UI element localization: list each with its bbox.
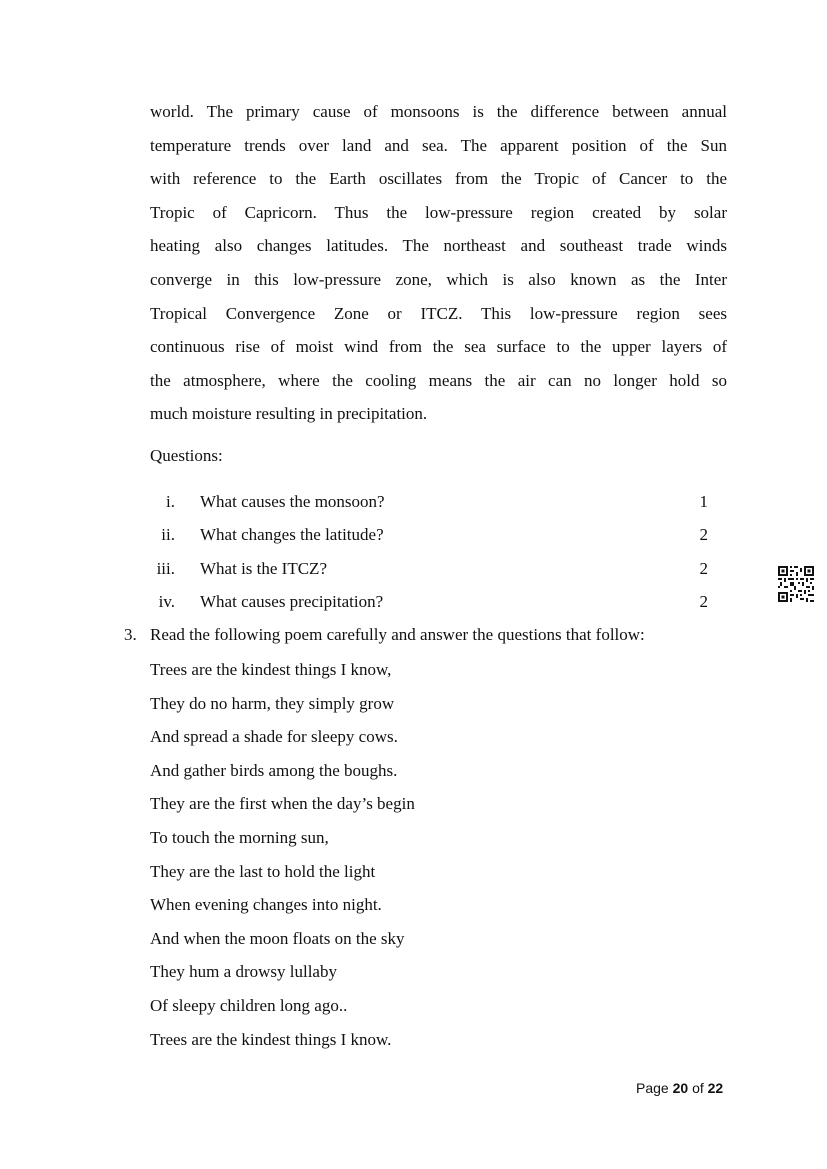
passage-line: with reference to the Earth oscillates from the Tropic of Cancer to the	[150, 169, 727, 189]
question-row	[140, 492, 720, 516]
question-number: iv.	[158, 592, 175, 611]
poem-line: Trees are the kindest things I know.	[150, 1029, 392, 1049]
question-marks: 2	[699, 525, 708, 544]
question-number: iii.	[156, 559, 175, 578]
footer-total-pages: 22	[707, 1080, 724, 1096]
poem-line: Trees are the kindest things I know,	[150, 660, 392, 679]
question-text: What causes precipitation?	[200, 592, 384, 611]
poem-line: They do no harm, they simply grow	[150, 693, 395, 713]
questions-heading: Questions:	[150, 446, 223, 465]
question-number: i.	[166, 492, 175, 511]
passage-line: much moisture resulting in precipitation.	[150, 404, 428, 424]
question-row	[140, 525, 720, 549]
question-row	[140, 592, 720, 616]
footer-of-word: of	[692, 1080, 704, 1096]
passage-line: temperature trends over land and sea. The apparent position of the Sun	[150, 135, 727, 155]
footer-current-page: 20	[672, 1080, 689, 1096]
poem-line: Of sleepy children long ago..	[150, 995, 348, 1015]
passage-line: Tropical Convergence Zone or ITCZ. This low-pressure region sees	[150, 303, 727, 323]
poem-line: They hum a drowsy lullaby	[150, 962, 337, 982]
passage-line: continuous rise of moist wind from the sea surface to the upper layers of	[150, 337, 727, 357]
question-text: What causes the monsoon?	[200, 492, 385, 511]
question-text: What is the ITCZ?	[200, 559, 327, 578]
passage-line: converge in this low-pressure zone, which is also known as the Inter	[150, 269, 727, 289]
passage	[150, 95, 727, 431]
question-marks: 1	[699, 492, 708, 511]
passage-line: Tropic of Capricorn. Thus the low-pressure region created by solar	[150, 202, 727, 222]
question-number: ii.	[161, 525, 175, 544]
page-footer	[636, 1080, 723, 1096]
question-text: What changes the latitude?	[200, 525, 384, 544]
passage-line: the atmosphere, where the cooling means the air can no longer hold so	[150, 370, 727, 390]
passage-line: world. The primary cause of monsoons is the difference between annual	[150, 102, 727, 121]
passage-line: heating also changes latitudes. The northeast and southeast trade winds	[150, 236, 727, 256]
qr-code-icon	[777, 565, 815, 603]
question-marks: 2	[699, 559, 708, 578]
poem-line: They are the last to hold the light	[150, 861, 376, 881]
poem-line: And gather birds among the boughs.	[150, 760, 398, 780]
poem-line: And spread a shade for sleepy cows.	[150, 727, 398, 747]
poem	[150, 659, 415, 1062]
footer-page-word: Page	[636, 1080, 669, 1096]
question-marks: 2	[699, 592, 708, 611]
question-3-instruction: Read the following poem carefully and answer the questions that follow:	[150, 625, 645, 644]
poem-line: They are the first when the day’s begin	[150, 794, 415, 814]
question-row	[140, 559, 720, 583]
poem-line: To touch the morning sun,	[150, 827, 329, 847]
poem-line: When evening changes into night.	[150, 895, 382, 915]
poem-line: And when the moon floats on the sky	[150, 928, 405, 948]
question-3-number: 3.	[124, 625, 137, 644]
